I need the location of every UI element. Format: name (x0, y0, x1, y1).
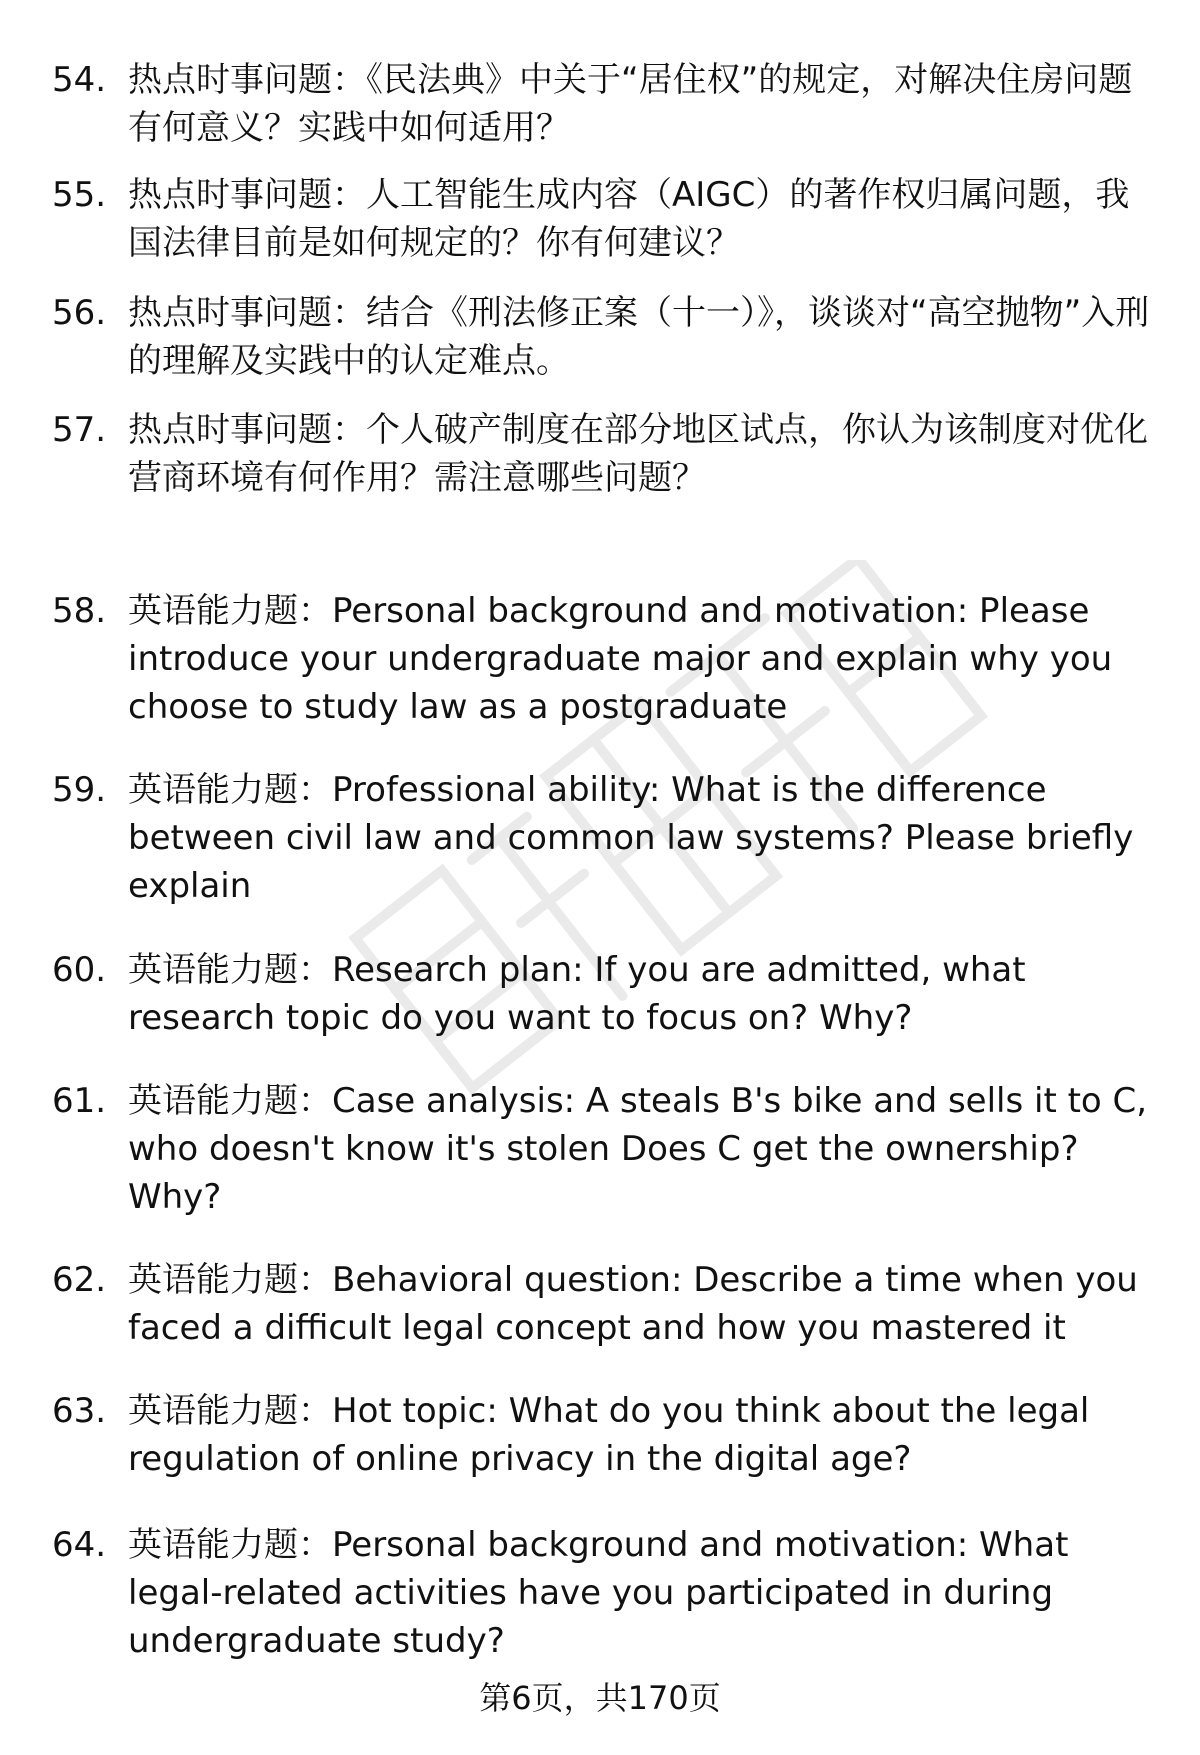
question-text: 热点时事问题：结合《刑法修正案（十一）》，谈谈对“高空抛物”入刑的理解及实践中的认定难点。 (128, 293, 1150, 381)
question-text: 英语能力题：Professional ability: What is the difference between civil law and common law systems? Please briefly explain (128, 770, 1134, 906)
question-item (52, 587, 1160, 731)
question-item (52, 766, 1160, 910)
question-text: 英语能力题：Personal background and motivation: What legal-related activities have you participated in during undergraduate study? (128, 1525, 1069, 1661)
question-number: 57. (52, 410, 107, 450)
page-number: 第6页，共170页 (479, 1679, 721, 1717)
question-number: 56. (52, 293, 107, 333)
question-number: 59. (52, 770, 107, 810)
question-item (52, 289, 1160, 385)
question-item (52, 56, 1160, 152)
question-item (52, 1387, 1160, 1483)
question-text: 英语能力题：Research plan: If you are admitted, what research topic do you want to focus on? Why? (128, 950, 1026, 1038)
question-item (52, 1077, 1160, 1221)
question-item (52, 406, 1160, 502)
question-text: 热点时事问题：《民法典》中关于“居住权”的规定，对解决住房问题有何意义？实践中如何适用？ (128, 60, 1133, 148)
question-number: 62. (52, 1260, 107, 1300)
question-text: 英语能力题：Behavioral question: Describe a time when you faced a difficult legal concept and how you mastered it (128, 1260, 1138, 1348)
question-number: 60. (52, 950, 107, 990)
question-number: 58. (52, 591, 107, 631)
question-item (52, 171, 1160, 267)
question-text: 英语能力题：Personal background and motivation: Please introduce your undergraduate major and explain why you choose to study law as a postgraduate (128, 591, 1113, 727)
question-text: 热点时事问题：人工智能生成内容（AIGC）的著作权归属问题，我国法律目前是如何规定的？你有何建议？ (128, 175, 1130, 263)
question-number: 64. (52, 1525, 107, 1565)
question-text: 英语能力题：Hot topic: What do you think about the legal regulation of online privacy in the digital age? (128, 1391, 1090, 1479)
question-item (52, 1256, 1160, 1352)
question-number: 63. (52, 1391, 107, 1431)
question-text: 英语能力题：Case analysis: A steals B's bike and sells it to C, who doesn't know it's stolen Does C get the ownership? Why? (128, 1081, 1148, 1217)
question-number: 55. (52, 175, 107, 215)
question-item (52, 946, 1160, 1042)
question-number: 54. (52, 60, 107, 100)
question-number: 61. (52, 1081, 107, 1121)
question-text: 热点时事问题：个人破产制度在部分地区试点，你认为该制度对优化营商环境有何作用？需注意哪些问题？ (128, 410, 1148, 498)
question-item (52, 1521, 1160, 1665)
